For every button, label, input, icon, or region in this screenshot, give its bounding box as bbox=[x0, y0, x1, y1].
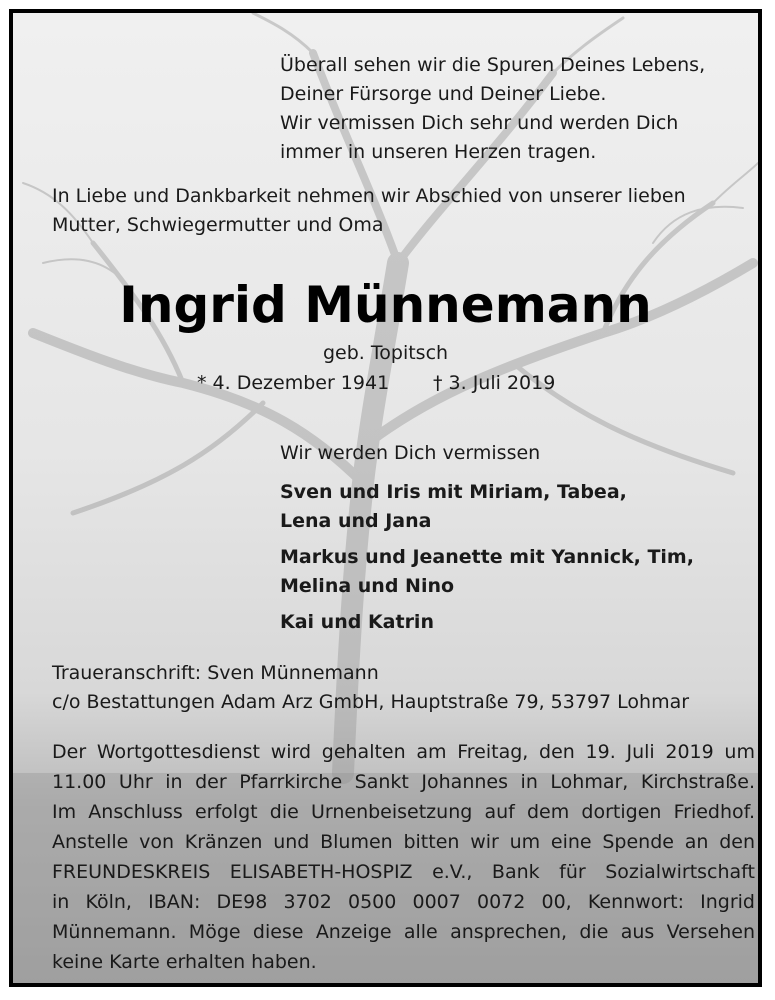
address-line: c/o Bestattungen Adam Arz GmbH, Hauptstraße 79, 53797 Lohmar bbox=[52, 691, 690, 713]
poem-line: Wir vermissen Dich sehr und werden Dich bbox=[280, 112, 679, 134]
poem-line: Überall sehen wir die Spuren Deines Lebens, bbox=[280, 54, 706, 76]
service-line: Im Anschluss erfolgt die Urnenbeisetzung auf dem dortigen Friedhof. bbox=[52, 801, 755, 823]
family-line: Melina und Nino bbox=[280, 575, 455, 597]
service-line: Anstelle von Kränzen und Blumen bitten wir um eine Spende an den bbox=[52, 831, 755, 853]
maiden-name: geb. Topitsch bbox=[323, 342, 449, 364]
obituary-card bbox=[9, 9, 762, 987]
service-line: 11.00 Uhr in der Pfarrkirche Sankt Johannes in Lohmar, Kirchstraße. bbox=[52, 771, 755, 793]
poem-line: immer in unseren Herzen tragen. bbox=[280, 141, 597, 163]
birth-date: * 4. Dezember 1941 bbox=[197, 372, 390, 394]
service-line: keine Karte erhalten haben. bbox=[52, 951, 317, 973]
service-line: FREUNDESKREIS ELISABETH-HOSPIZ e.V., Bank für Sozialwirtschaft bbox=[52, 861, 755, 883]
intro-line: In Liebe und Dankbarkeit nehmen wir Abschied von unserer lieben bbox=[52, 185, 686, 207]
family-line: Markus und Jeanette mit Yannick, Tim, bbox=[280, 546, 694, 568]
service-line: Münnemann. Möge diese Anzeige alle ansprechen, die aus Versehen bbox=[52, 921, 755, 943]
intro-line: Mutter, Schwiegermutter und Oma bbox=[52, 214, 384, 236]
service-paragraph bbox=[52, 737, 755, 977]
family-line: Lena und Jana bbox=[280, 510, 432, 532]
poem-line: Deiner Fürsorge und Deiner Liebe. bbox=[280, 83, 607, 105]
mourners-heading: Wir werden Dich vermissen bbox=[280, 442, 541, 464]
family-line: Sven und Iris mit Miriam, Tabea, bbox=[280, 481, 627, 503]
deceased-name: Ingrid Münnemann bbox=[119, 276, 652, 334]
service-line: Der Wortgottesdienst wird gehalten am Freitag, den 19. Juli 2019 um bbox=[52, 741, 755, 763]
death-date: † 3. Juli 2019 bbox=[433, 372, 556, 394]
address-line: Traueranschrift: Sven Münnemann bbox=[52, 662, 379, 684]
service-line: in Köln, IBAN: DE98 3702 0500 0007 0072 00, Kennwort: Ingrid bbox=[52, 891, 755, 913]
family-line: Kai und Katrin bbox=[280, 611, 434, 633]
obituary-text bbox=[13, 13, 758, 983]
